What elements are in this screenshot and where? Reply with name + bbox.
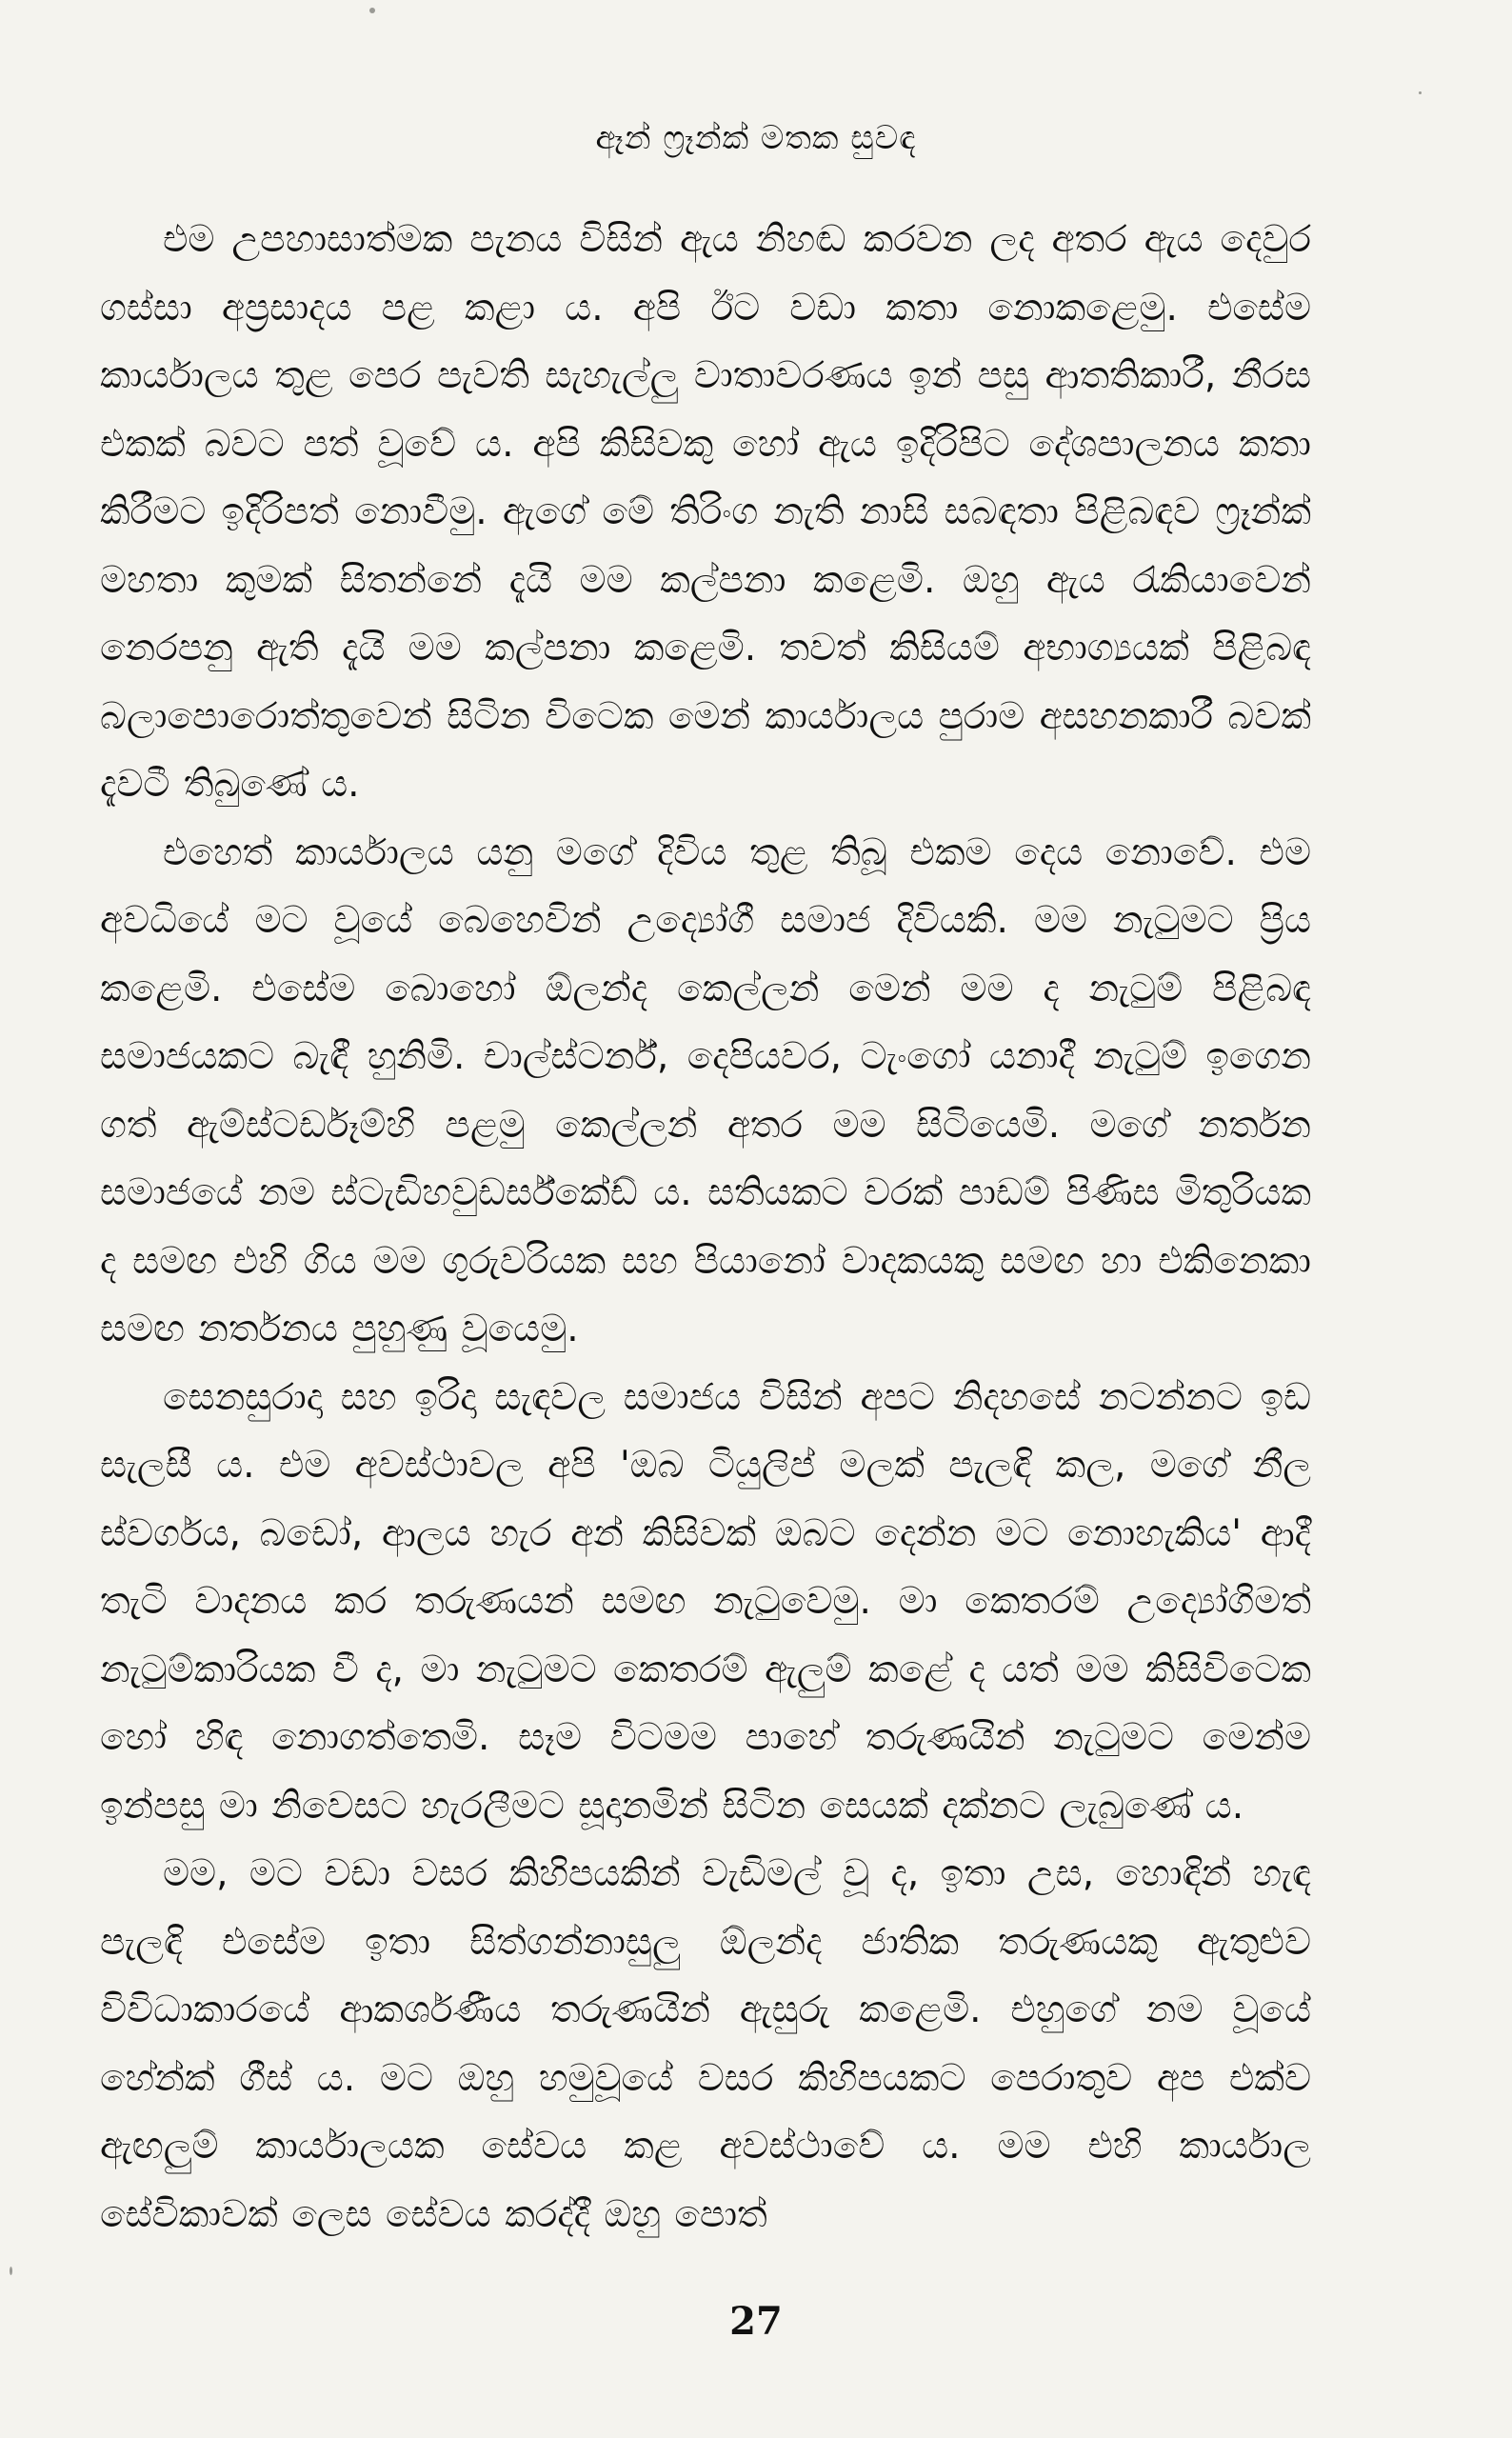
paragraph: එහෙත් කාර්යාලය යනු මගේ දිවිය තුළ තිබූ එකම දෙය නොවේ. එම අවධියේ මට වූයේ බෙහෙවින් උද්‍යෝගී සමාජ දිවියකි. මම නැටුමට ප්‍රිය කළෙමි. එසේම බොහෝ ඕලන්ද කෙල්ලන් මෙන් මම ද නැටුම් පිළිබඳ සමාජයකට බැඳී හුනිමි. චාල්ස්ටර්න්, දෙපියවර, ටැංගෝ යනාදී නැටුම් ඉගෙන ගත් ඇම්ස්ටර්ඩෑම්හි පළමු කෙල්ලන් අතර මම සිටියෙමි. මගේ නර්තන සමාජයේ නම ස්ටැඩිහවුඩර්ස්කේඩ් ය. සතියකට වරක් පාඩම් පිණිස මිතුරියක ද සමඟ එහි ගිය මම ගුරුවරියක සහ පියානෝ වාදකයකු සමඟ හා එකිනෙකා සමඟ නර්තනය පුහුණු වූයෙමු. [100, 830, 1311, 1350]
paragraph: එම උපහාසාත්මක පැනය විසින් ඇය නිහඬ කරවන ලද අතර ඇය දෙවුර ගස්සා අප්‍රසාදය පළ කළා ය. අපි ඊට වඩා කතා නොකළෙමු. එසේම කාර්යාලය තුළ පෙර පැවති සැහැල්ලු වාතාවරණය ඉන් පසු ආතතිකාරී, නීරස එකක් බවට පත් වූවේ ය. අපි කිසිවකු හෝ ඇය ඉදිරිපිට දේශපාලනය කතා කිරීමට ඉදිරිපත් නොවීමු. ඇගේ මේ තිරිංග නැති නාසි සබඳතා පිළිබඳව ෆ්‍රෑන්ක් මහතා කුමක් සිතන්නේ දැයි මම කල්පනා කළෙමි. ඔහු ඇය රැකියාවෙන් නෙරපනු ඇති දැයි මම කල්පනා කළෙමි. තවත් කිසියම් අභාග්‍යයක් පිළිබඳ බලාපොරොත්තුවෙන් සිටින විටෙක මෙන් කාර්යාලය පුරාම අසහනකාරී බවක් දැවටී තිබුණේ ය. [100, 218, 1311, 806]
paragraph: මම, මට වඩා වසර කිහිපයකින් වැඩිමල් වූ ද, ඉතා උස, හොඳින් හැඳ පැලඳි එසේම ඉතා සිත්ගන්නාසුලු ඕලන්ද ජාතික තරුණයකු ඇතුළුව විවිධාකාරයේ ආකර්ශණීය තරුණයින් ඇසුරු කළෙමි. එහුගේ නම වූයේ හේන්ක් ගීස් ය. මට ඔහු හමුවූයේ වසර කිහිපයකට පෙරාතුව අප එක්ව ඇඟලුම් කාර්යාලයක සේවය කළ අවස්ථාවේ ය. මම එහි කාර්යාල සේවිකාවක් ලෙස සේවය කරද්දී ඔහු පොත් [100, 1852, 1311, 2236]
paper-speck [10, 2267, 12, 2275]
paper-speck [369, 8, 375, 13]
paper-speck [1419, 91, 1422, 94]
running-header-title: ඈන් ෆ්‍රෑන්ක් මතක සුවඳ [595, 119, 917, 157]
paragraph: සෙනසුරාදා සහ ඉරිදා සැඳවල සමාජය විසින් අපට නිදහසේ නටන්නට ඉඩ සැලසී ය. එම අවස්ථාවල අපි 'ඔබ ටියුලිප් මලක් පැලඳි කල, මගේ නීල ස්වර්ගය, බඩෝ, ආලය හැර අන් කිසිවක් ඔබට දෙන්න මට නොහැකිය' ආදී තැටි වාදනය කර තරුණයන් සමඟ නැටුවෙමු. මා කෙතරම් උද්‍යෝගිමත් නැටුම්කාරියක වී ද, මා නැටුමට කෙතරම් ඇලුම් කළේ ද යත් මම කිසිවිටෙක හෝ හිඳ නොගත්තෙමි. සෑම විටමම පාහේ තරුණයින් නැටුමට මෙන්ම ඉන්පසු මා නිවෙසට හැරලීමට සූදානමින් සිටින සෙයක් දක්නට ලැබුණේ ය. [100, 1375, 1311, 1828]
page-number: 27 [729, 2299, 783, 2344]
body-text [100, 206, 1311, 2248]
